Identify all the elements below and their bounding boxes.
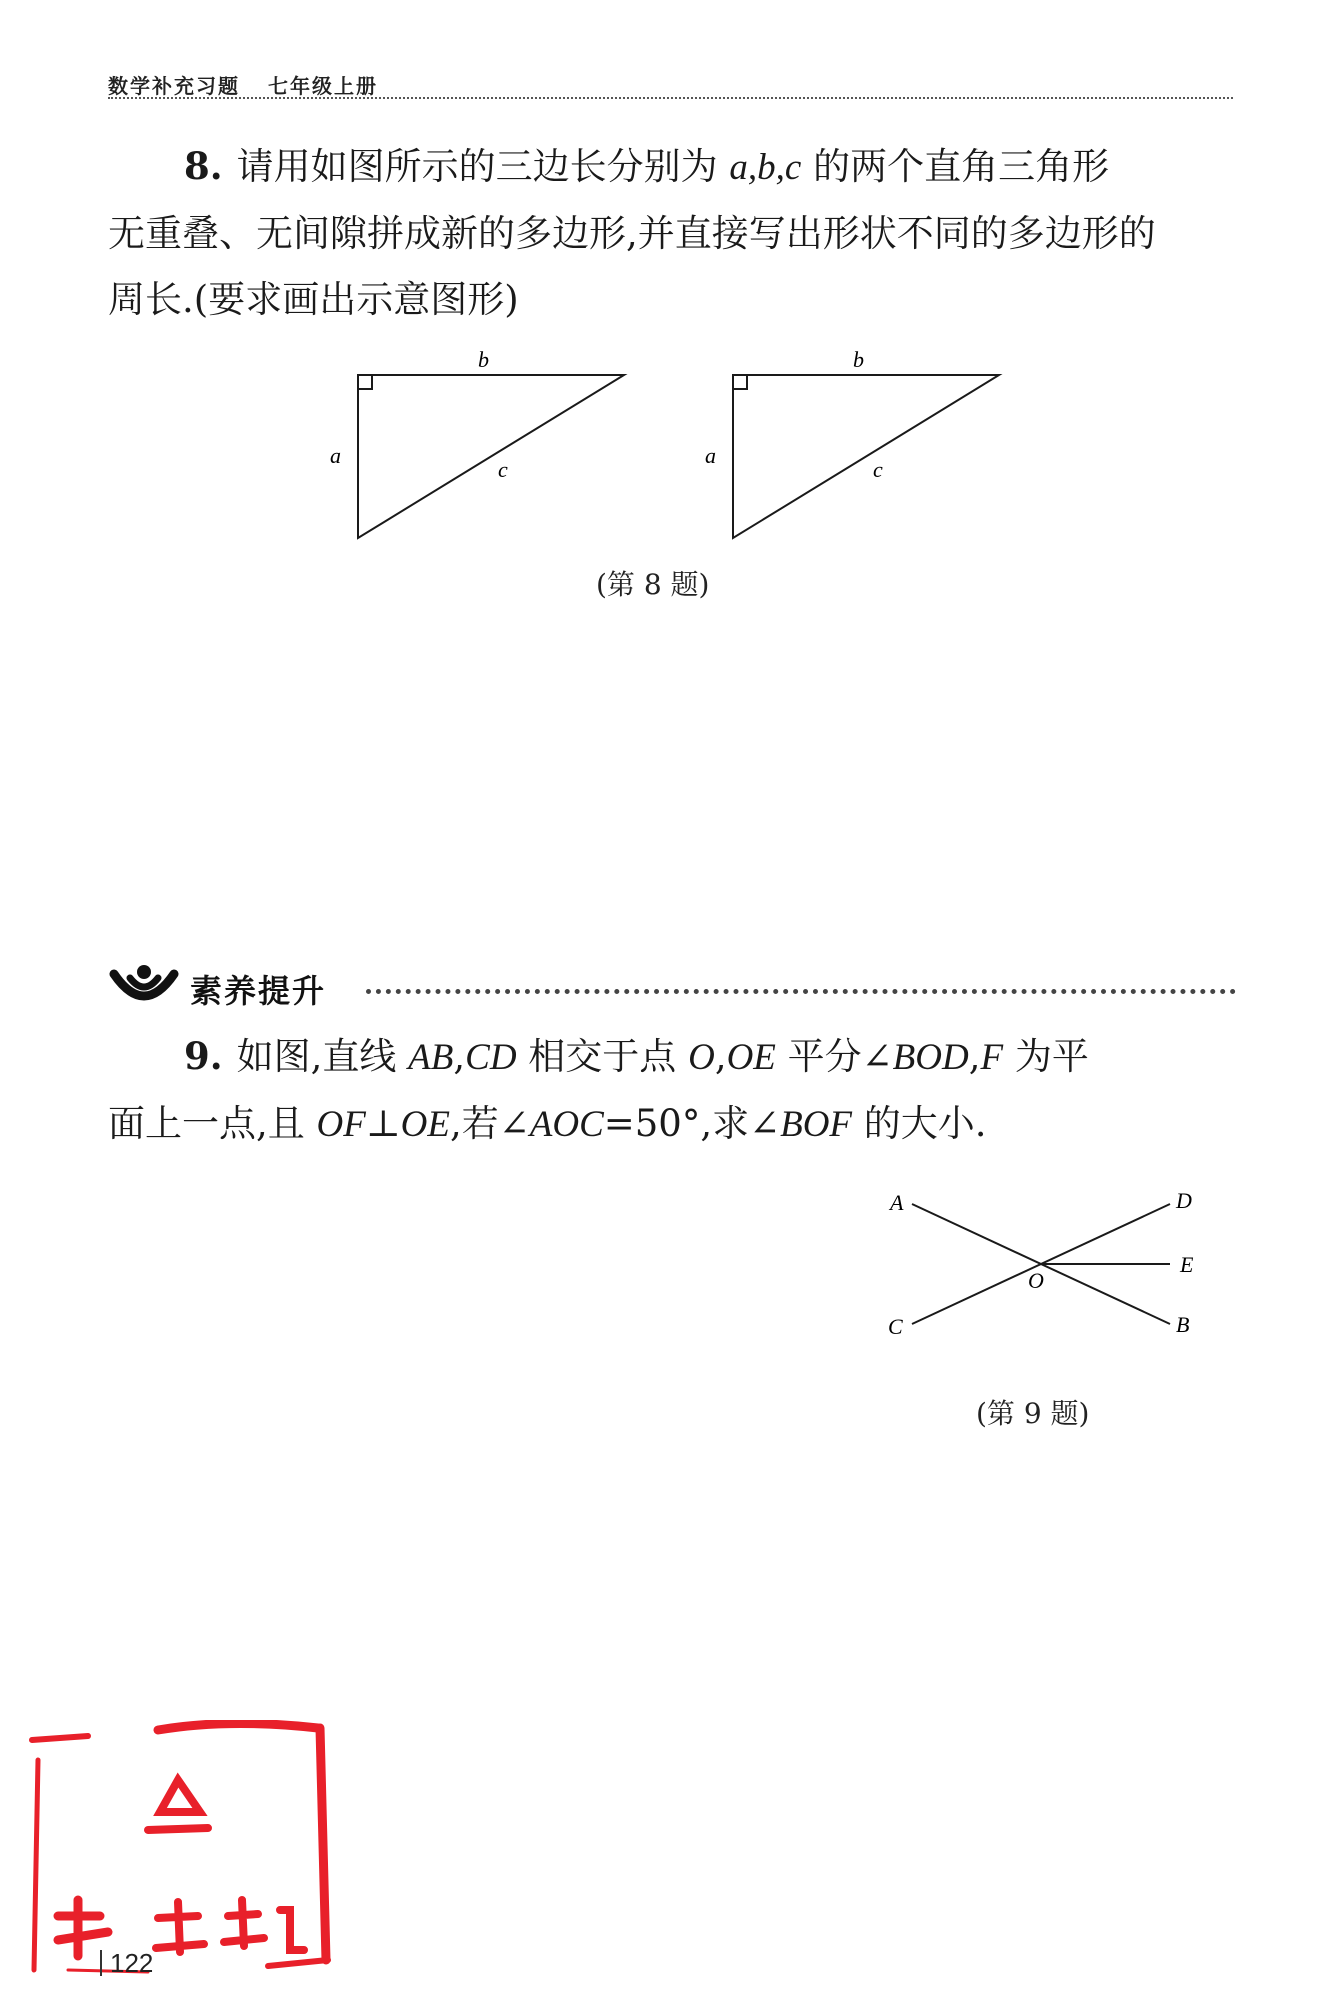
triangle-left — [358, 375, 624, 538]
figure-9-intersecting-lines — [880, 1188, 1220, 1358]
problem-8-text-b: 的两个直角三角形 — [801, 145, 1110, 188]
p9-text: , — [453, 1035, 466, 1078]
problem-9-line-2 — [108, 1091, 1233, 1158]
p9-text: 相交于点 — [516, 1035, 689, 1078]
label-a-left: a — [330, 443, 341, 468]
p9-text: , — [714, 1035, 727, 1078]
p9-var: OE — [726, 1037, 776, 1078]
p9-text: 的大小. — [852, 1102, 987, 1145]
p9-var: BOD — [892, 1037, 969, 1078]
label-b-left: b — [478, 347, 489, 372]
triangle-left-outline — [358, 375, 624, 538]
p9-text: 平分∠ — [775, 1035, 893, 1078]
point-label-a: A — [890, 1190, 904, 1215]
triangle-right-outline — [733, 375, 999, 538]
triangle-right — [733, 375, 999, 538]
right-angle-mark-left — [358, 375, 372, 389]
p9-var: O — [688, 1037, 715, 1078]
problem-8-number: 8. — [184, 144, 223, 188]
running-head — [108, 70, 378, 99]
label-c-right: c — [873, 457, 883, 482]
p9-var: OE — [400, 1104, 450, 1145]
problem-8-line-1 — [108, 133, 1233, 201]
problem-8-vars: a,b,c — [729, 147, 802, 188]
figure-8-triangles — [320, 345, 1020, 565]
library-stamp-icon — [28, 1720, 348, 1990]
section-title: 素养提升 — [190, 972, 327, 1010]
volume-title: 七年级上册 — [268, 74, 378, 98]
right-angle-mark-right — [733, 375, 747, 389]
p9-text: 如图,直线 — [236, 1035, 409, 1078]
p9-text: =50°,求∠ — [603, 1102, 781, 1145]
point-label-d: D — [1176, 1188, 1192, 1213]
p9-var: OF — [316, 1104, 366, 1145]
label-c-left: c — [498, 457, 508, 482]
label-b-right: b — [853, 347, 864, 372]
label-a-right: a — [705, 443, 716, 468]
problem-8 — [108, 133, 1233, 333]
p9-text: ,若∠ — [449, 1102, 530, 1145]
section-dotted-rule — [366, 989, 1236, 994]
book-title: 数学补充习题 — [108, 74, 240, 98]
problem-9-line-1 — [108, 1023, 1233, 1091]
section-logo-icon — [108, 960, 180, 1012]
figure-8-caption: (第 8 题) — [596, 568, 710, 601]
point-label-e: E — [1180, 1252, 1194, 1277]
figure-9-caption: (第 9 题) — [976, 1397, 1090, 1430]
problem-9 — [108, 1023, 1233, 1158]
p9-text: 为平 — [1003, 1035, 1089, 1078]
p9-var: AB — [408, 1037, 454, 1078]
p9-text: 面上一点,且 — [108, 1102, 317, 1145]
problem-8-text-a: 请用如图所示的三边长分别为 — [236, 145, 730, 188]
p9-text: ⊥ — [365, 1102, 401, 1145]
page-number: 122 — [100, 1950, 153, 1976]
point-label-o: O — [1028, 1268, 1044, 1293]
problem-9-number: 9. — [184, 1034, 223, 1078]
p9-var: F — [980, 1037, 1004, 1078]
p9-var: BOF — [780, 1104, 853, 1145]
problem-8-line-3: 周长.(要求画出示意图形) — [108, 278, 519, 321]
point-label-c: C — [888, 1314, 903, 1339]
point-label-b: B — [1176, 1312, 1190, 1337]
p9-var: CD — [465, 1037, 517, 1078]
p9-var: AOC — [529, 1104, 604, 1145]
section-header — [108, 960, 1238, 1016]
p9-text: , — [968, 1035, 981, 1078]
header-rule — [108, 97, 1233, 99]
problem-8-line-2: 无重叠、无间隙拼成新的多边形,并直接写出形状不同的多边形的 — [108, 212, 1156, 255]
